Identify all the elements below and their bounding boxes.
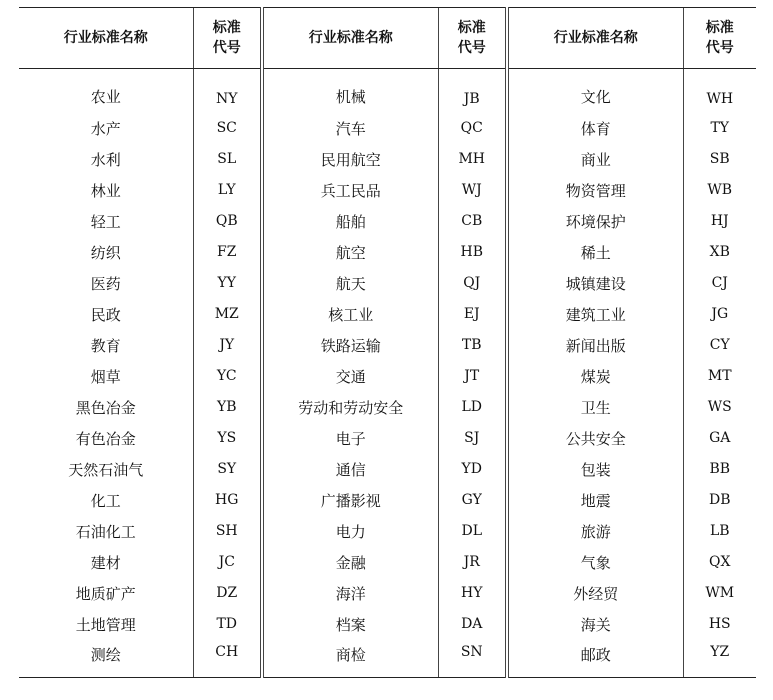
standard-name-cell: 体育 — [507, 113, 683, 144]
standard-code-cell: DB — [683, 485, 756, 516]
standard-code-cell: YB — [193, 392, 262, 423]
standard-name-cell: 农业 — [90, 87, 121, 106]
standard-code-cell: HB — [438, 237, 507, 268]
standard-code-cell: WJ — [438, 175, 507, 206]
standard-name-cell: 汽车 — [262, 113, 438, 144]
standard-code-cell: JC — [193, 547, 262, 578]
standard-code-cell: MH — [438, 144, 507, 175]
table-row — [19, 392, 756, 423]
standard-name-cell: 公共安全 — [507, 423, 683, 454]
header-code-line2: 代号 — [705, 40, 734, 56]
industry-standards-table-container — [19, 7, 756, 675]
standard-code-cell: JG — [683, 299, 756, 330]
standard-code-cell: MT — [683, 361, 756, 392]
standard-name-cell: 黑色冶金 — [75, 398, 136, 417]
standard-name-cell: 稀土 — [507, 237, 683, 268]
table-row — [19, 69, 756, 113]
standard-code-cell: JY — [193, 330, 262, 361]
standard-code-cell: HG — [193, 485, 262, 516]
standard-code-cell: QB — [193, 206, 262, 237]
standard-code-cell: SC — [193, 113, 262, 144]
standard-name-cell: 劳动和劳动安全 — [262, 392, 438, 423]
standard-code-cell: GA — [683, 423, 756, 454]
table-row — [19, 330, 756, 361]
standard-name-cell: 广播影视 — [262, 485, 438, 516]
header-code-col-3 — [683, 8, 756, 69]
table-row — [19, 268, 756, 299]
header-name-col-2: 行业标准名称 — [262, 8, 438, 69]
standard-code-cell: SB — [683, 144, 756, 175]
standard-name-cell: 核工业 — [262, 299, 438, 330]
standard-name-cell: 机械 — [262, 69, 438, 113]
standard-name-cell: 水利 — [90, 150, 121, 169]
standard-code-cell: SY — [193, 454, 262, 485]
standard-code-cell: JR — [438, 547, 507, 578]
standard-code-cell: SL — [193, 144, 262, 175]
standard-name-cell: 包装 — [507, 454, 683, 485]
standard-code-cell: LD — [438, 392, 507, 423]
standard-code-cell: SH — [193, 516, 262, 547]
standard-code-cell: DA — [438, 609, 507, 640]
standard-name-cell: 卫生 — [507, 392, 683, 423]
standard-name-cell: 兵工民品 — [262, 175, 438, 206]
standard-code-cell: YS — [193, 423, 262, 454]
table-row — [19, 237, 756, 268]
standard-code-cell: MZ — [193, 299, 262, 330]
table-row — [19, 144, 756, 175]
header-code-line1: 标准 — [457, 20, 486, 36]
standard-name-cell: 有色冶金 — [75, 429, 136, 448]
standard-name-cell: 林业 — [90, 181, 121, 200]
standard-code-cell: HY — [438, 578, 507, 609]
standard-code-cell: FZ — [193, 237, 262, 268]
standard-code-cell: QJ — [438, 268, 507, 299]
header-name-col-1: 行业标准名称 — [19, 8, 193, 69]
standard-name-cell: 新闻出版 — [507, 330, 683, 361]
standard-code-cell: HJ — [683, 206, 756, 237]
standard-name-cell: 气象 — [507, 547, 683, 578]
standard-name-cell: 化工 — [90, 491, 121, 510]
table-row — [19, 578, 756, 609]
standard-code-cell: JB — [438, 69, 507, 113]
standard-name-cell: 交通 — [262, 361, 438, 392]
standard-code-cell: BB — [683, 454, 756, 485]
standard-code-cell: QX — [683, 547, 756, 578]
standard-code-cell: QC — [438, 113, 507, 144]
standard-name-cell: 旅游 — [507, 516, 683, 547]
standard-code-cell: EJ — [438, 299, 507, 330]
table-row — [19, 361, 756, 392]
standard-code-cell: WH — [683, 69, 756, 113]
standard-code-cell: HS — [683, 609, 756, 640]
standard-code-cell: GY — [438, 485, 507, 516]
standard-code-cell: CY — [683, 330, 756, 361]
standard-code-cell: SJ — [438, 423, 507, 454]
table-row — [19, 454, 756, 485]
standard-name-cell: 教育 — [90, 336, 121, 355]
standard-name-cell: 外经贸 — [507, 578, 683, 609]
standard-name-cell: 建筑工业 — [507, 299, 683, 330]
standard-name-cell: 烟草 — [90, 367, 121, 386]
standard-code-cell: XB — [683, 237, 756, 268]
standard-name-cell: 商检 — [262, 640, 438, 678]
standard-name-cell: 通信 — [262, 454, 438, 485]
standard-name-cell: 天然石油气 — [68, 460, 144, 479]
standard-code-cell: CJ — [683, 268, 756, 299]
standard-name-cell: 船舶 — [262, 206, 438, 237]
standard-name-cell: 商业 — [507, 144, 683, 175]
header-code-line2: 代号 — [457, 40, 486, 56]
table-row — [19, 299, 756, 330]
standard-code-cell: WM — [683, 578, 756, 609]
standard-name-cell: 文化 — [507, 69, 683, 113]
standard-name-cell: 医药 — [90, 274, 121, 293]
standard-code-cell: DZ — [193, 578, 262, 609]
standard-name-cell: 航空 — [262, 237, 438, 268]
standard-name-cell: 铁路运输 — [262, 330, 438, 361]
table-row — [19, 206, 756, 237]
standard-name-cell: 民用航空 — [262, 144, 438, 175]
table-row — [19, 175, 756, 206]
standard-name-cell: 测绘 — [19, 640, 193, 678]
standard-name-cell: 石油化工 — [75, 522, 136, 541]
standard-code-cell: YY — [193, 268, 262, 299]
header-name-col-3: 行业标准名称 — [507, 8, 683, 69]
table-row — [19, 113, 756, 144]
standard-name-cell: 土地管理 — [75, 615, 136, 634]
standard-code-cell: JT — [438, 361, 507, 392]
standard-code-cell: SN — [438, 640, 507, 678]
standard-code-cell: LY — [193, 175, 262, 206]
standard-code-cell: TY — [683, 113, 756, 144]
standard-code-cell: NY — [193, 69, 262, 113]
standard-name-cell: 电力 — [262, 516, 438, 547]
header-code-line2: 代号 — [212, 40, 241, 56]
standard-name-cell: 航天 — [262, 268, 438, 299]
standard-code-cell: CB — [438, 206, 507, 237]
standard-name-cell: 海关 — [507, 609, 683, 640]
table-row — [19, 516, 756, 547]
standard-code-cell: TB — [438, 330, 507, 361]
standard-name-cell: 建材 — [90, 553, 121, 572]
industry-standards-table — [19, 7, 756, 678]
standard-name-cell: 轻工 — [90, 212, 121, 231]
standard-name-cell: 地质矿产 — [75, 584, 136, 603]
header-code-col-1 — [193, 8, 262, 69]
header-code-line1: 标准 — [212, 20, 241, 36]
standard-name-cell: 电子 — [262, 423, 438, 454]
standard-name-cell: 环境保护 — [507, 206, 683, 237]
standard-name-cell: 物资管理 — [507, 175, 683, 206]
table-row — [19, 640, 756, 678]
standard-code-cell: YZ — [683, 640, 756, 678]
standard-code-cell: WS — [683, 392, 756, 423]
standard-name-cell: 煤炭 — [507, 361, 683, 392]
standard-code-cell: YD — [438, 454, 507, 485]
header-code-line1: 标准 — [705, 20, 734, 36]
table-row — [19, 609, 756, 640]
standard-name-cell: 邮政 — [507, 640, 683, 678]
standard-name-cell: 纺织 — [90, 243, 121, 262]
standard-name-cell: 档案 — [262, 609, 438, 640]
standard-code-cell: CH — [193, 640, 262, 678]
table-row — [19, 423, 756, 454]
standard-name-cell: 水产 — [90, 119, 121, 138]
table-header-row — [19, 8, 756, 69]
standard-name-cell: 民政 — [90, 305, 121, 324]
standard-name-cell: 地震 — [507, 485, 683, 516]
standard-name-cell: 金融 — [262, 547, 438, 578]
header-code-col-2 — [438, 8, 507, 69]
standard-name-cell: 城镇建设 — [507, 268, 683, 299]
standard-code-cell: LB — [683, 516, 756, 547]
standard-code-cell: YC — [193, 361, 262, 392]
standard-code-cell: WB — [683, 175, 756, 206]
standard-code-cell: DL — [438, 516, 507, 547]
table-row — [19, 547, 756, 578]
standard-name-cell: 海洋 — [262, 578, 438, 609]
table-body — [19, 69, 756, 678]
standard-code-cell: TD — [193, 609, 262, 640]
table-row — [19, 485, 756, 516]
